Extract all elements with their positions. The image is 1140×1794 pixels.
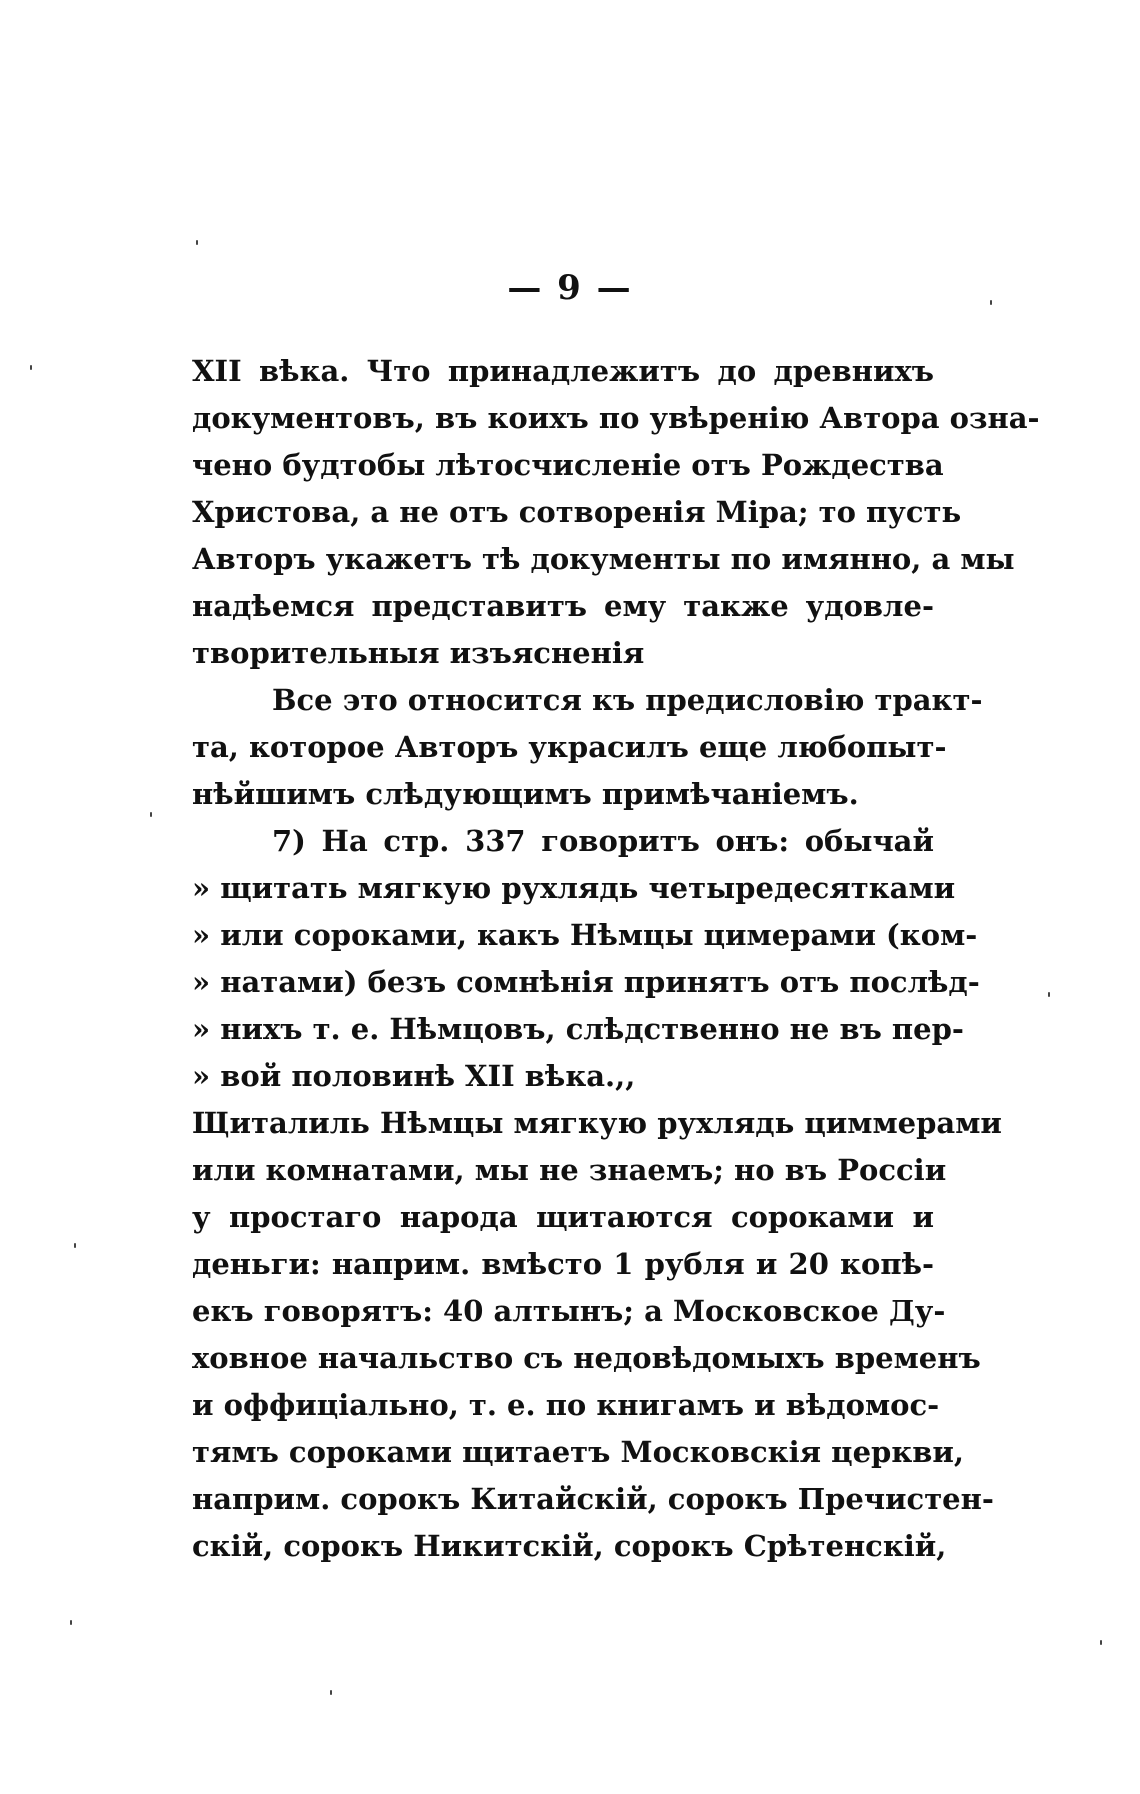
text-line: » или сороками, какъ Нѣмцы цимерами (ком- [192, 918, 978, 952]
text-line: документовъ, въ коихъ по увѣренію Автора озна- [192, 401, 1040, 435]
text-line: Щиталиль Нѣмцы мягкую рухлядь циммерами [192, 1106, 1002, 1140]
scan-speck [330, 1690, 332, 1695]
text-line: Авторъ укажетъ тѣ документы по имянно, а мы [192, 542, 1015, 576]
text-line: Христова, а не отъ сотворенія Міра; то пусть [192, 495, 962, 529]
text-line: надѣемся представитъ ему также удовле- [192, 589, 934, 623]
text-line: наприм. сорокъ Китайскій, сорокъ Пречистен- [192, 1482, 994, 1516]
text-line: тямъ сороками щитаетъ Московскія церкви, [192, 1435, 965, 1469]
text-line: екъ говорятъ: 40 алтынъ; а Московское Ду- [192, 1294, 946, 1328]
text-line: Все это относится къ предисловію тракт- [272, 683, 983, 717]
text-line: или комнатами, мы не знаемъ; но въ Россіи [192, 1153, 947, 1187]
text-line: скій, сорокъ Никитскій, сорокъ Срѣтенскій, [192, 1529, 947, 1563]
scan-speck [74, 1243, 76, 1248]
text-line: » нихъ т. е. Нѣмцовъ, слѣдственно не въ пер- [192, 1012, 964, 1046]
text-line: та, которое Авторъ украсилъ еще любопыт- [192, 730, 947, 764]
text-line: » натами) безъ сомнѣнія принятъ отъ послѣд- [192, 965, 980, 999]
text-line: ховное начальство съ недовѣдомыхъ временъ [192, 1341, 981, 1375]
page-number: — 9 — [507, 268, 633, 308]
scan-speck [70, 1620, 72, 1625]
text-line: 7) На стр. 337 говоритъ онъ: обычай [272, 824, 934, 858]
text-line: XII вѣка. Что принадлежитъ до древнихъ [192, 354, 934, 388]
scan-speck [30, 365, 32, 370]
scan-speck [150, 812, 152, 817]
text-line: » вой половинѣ XII вѣка.,, [192, 1059, 636, 1093]
text-line: » щитать мягкую рухлядь четыредесятками [192, 871, 956, 905]
text-line: творительныя изъясненія [192, 636, 645, 670]
text-line: чено будтобы лѣтосчисленіе отъ Рождества [192, 448, 944, 482]
body-text [192, 348, 1040, 1570]
scan-speck [1048, 992, 1050, 997]
text-line: нѣйшимъ слѣдующимъ примѣчаніемъ. [192, 777, 859, 811]
scan-speck [1100, 1640, 1102, 1645]
text-line: и оффиціально, т. е. по книгамъ и вѣдомос- [192, 1388, 940, 1422]
scan-speck [990, 300, 992, 305]
text-line: деньги: наприм. вмѣсто 1 рубля и 20 копѣ- [192, 1247, 934, 1281]
scan-speck [196, 240, 198, 245]
text-line: у простаго народа щитаются сороками и [192, 1200, 934, 1234]
